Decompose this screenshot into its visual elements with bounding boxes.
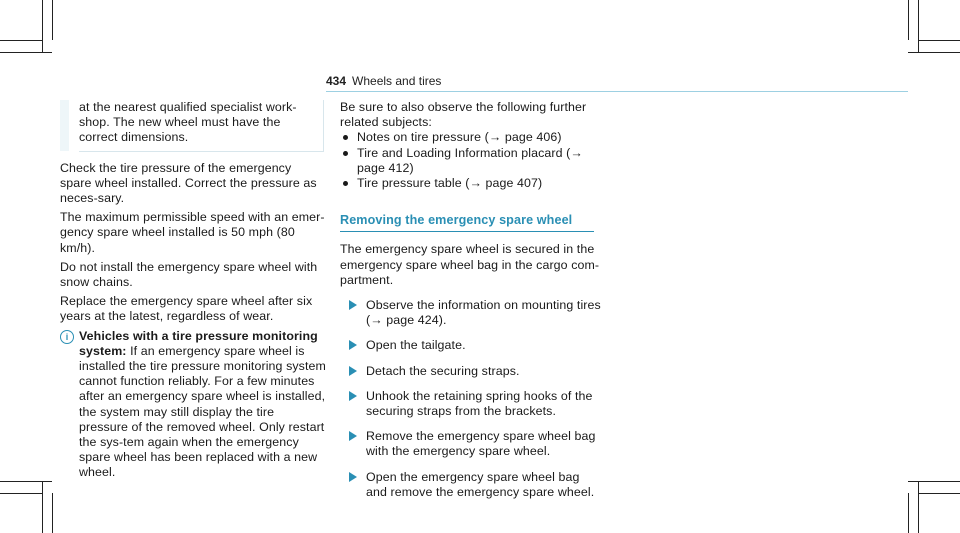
step-arrow-icon: [349, 366, 357, 376]
bullet-icon: [343, 181, 348, 186]
step-arrow-icon: [349, 391, 357, 401]
info-note: [60, 329, 326, 481]
crop-mark: [0, 493, 42, 494]
crop-mark: [908, 493, 909, 533]
step-text: Observe the information on mounting tires (→ page 424).: [366, 298, 601, 328]
crop-mark: [918, 0, 919, 52]
step-text: Open the tailgate.: [366, 338, 466, 353]
related-topics-list: [340, 130, 602, 191]
step-text: Remove the emergency spare wheel bag with the emergency spare wheel.: [366, 429, 596, 459]
crop-mark: [918, 40, 960, 41]
list-item[interactable]: Notes on tire pressure (→ page 406): [340, 130, 602, 145]
step-arrow-icon: [349, 340, 357, 350]
crop-mark: [918, 493, 960, 494]
note-text: If an emergency spare wheel is installed the tire pressure monitoring system cannot function reliably. For a few minutes after an emergency spare wheel is installed, the system may still display the tire pressure of the removed wheel. Only restart the sys-tem again when the emergency spare wheel has been replaced with a new wheel.: [79, 343, 326, 480]
header-rule: [326, 91, 908, 92]
crop-mark: [52, 0, 53, 40]
step-arrow-icon: [349, 472, 357, 482]
step-arrow-icon: [349, 431, 357, 441]
bullet-icon: [343, 135, 348, 140]
box-text: at the nearest qualified specialist work-shop. The new wheel must have the correct dimensions.: [79, 100, 297, 145]
bullet-icon: [343, 151, 348, 156]
note-heading: Vehicles with a tire pressure monitoring system:: [79, 328, 318, 358]
crop-mark: [918, 481, 919, 533]
paragraph: Do not install the emergency spare wheel with snow chains.: [60, 259, 318, 290]
list-item[interactable]: Tire pressure table (→ page 407): [340, 176, 602, 191]
page-header: [326, 74, 441, 88]
paragraph: Replace the emergency spare wheel after six years at the latest, regardless of wear.: [60, 294, 313, 324]
paragraph: The maximum permissible speed with an emer-gency spare wheel installed is 50 mph (80 km/h).: [60, 210, 325, 255]
crop-mark: [42, 481, 43, 533]
crop-mark: [42, 0, 43, 52]
crop-mark: [908, 52, 960, 53]
crop-mark: [52, 493, 53, 533]
box-bar: [60, 100, 69, 151]
step: [340, 470, 602, 500]
crop-mark: [0, 481, 52, 482]
right-column: [340, 100, 602, 500]
warning-box-continuation: [79, 100, 324, 152]
step-arrow-icon: [349, 300, 357, 310]
paragraph: Check the tire pressure of the emergency spare wheel installed. Correct the pressure as neces-sary.: [60, 160, 317, 206]
crop-mark: [908, 481, 960, 482]
step-text: Unhook the retaining spring hooks of the securing straps from the brackets.: [366, 388, 593, 419]
step: [340, 429, 602, 459]
step: [340, 338, 602, 353]
step-text: Detach the securing straps.: [366, 363, 520, 378]
paragraph: The emergency spare wheel is secured in the emergency spare wheel bag in the cargo com-partment.: [340, 242, 600, 287]
paragraph: Be sure to also observe the following further related subjects:: [340, 100, 587, 130]
info-icon: i: [60, 330, 74, 344]
crop-mark: [0, 40, 42, 41]
page-number: 434: [326, 74, 347, 88]
crop-mark: [908, 0, 909, 40]
list-item[interactable]: Tire and Loading Information placard (→ page 412): [340, 146, 602, 176]
step: [340, 364, 602, 379]
step-text: Open the emergency spare wheel bag and remove the emergency spare wheel.: [366, 469, 595, 499]
step: [340, 389, 602, 419]
section-heading: Removing the emergency spare wheel: [340, 213, 594, 232]
left-column: [60, 100, 326, 481]
step: [340, 298, 602, 328]
section-name: Wheels and tires: [352, 74, 442, 88]
crop-mark: [0, 52, 52, 53]
